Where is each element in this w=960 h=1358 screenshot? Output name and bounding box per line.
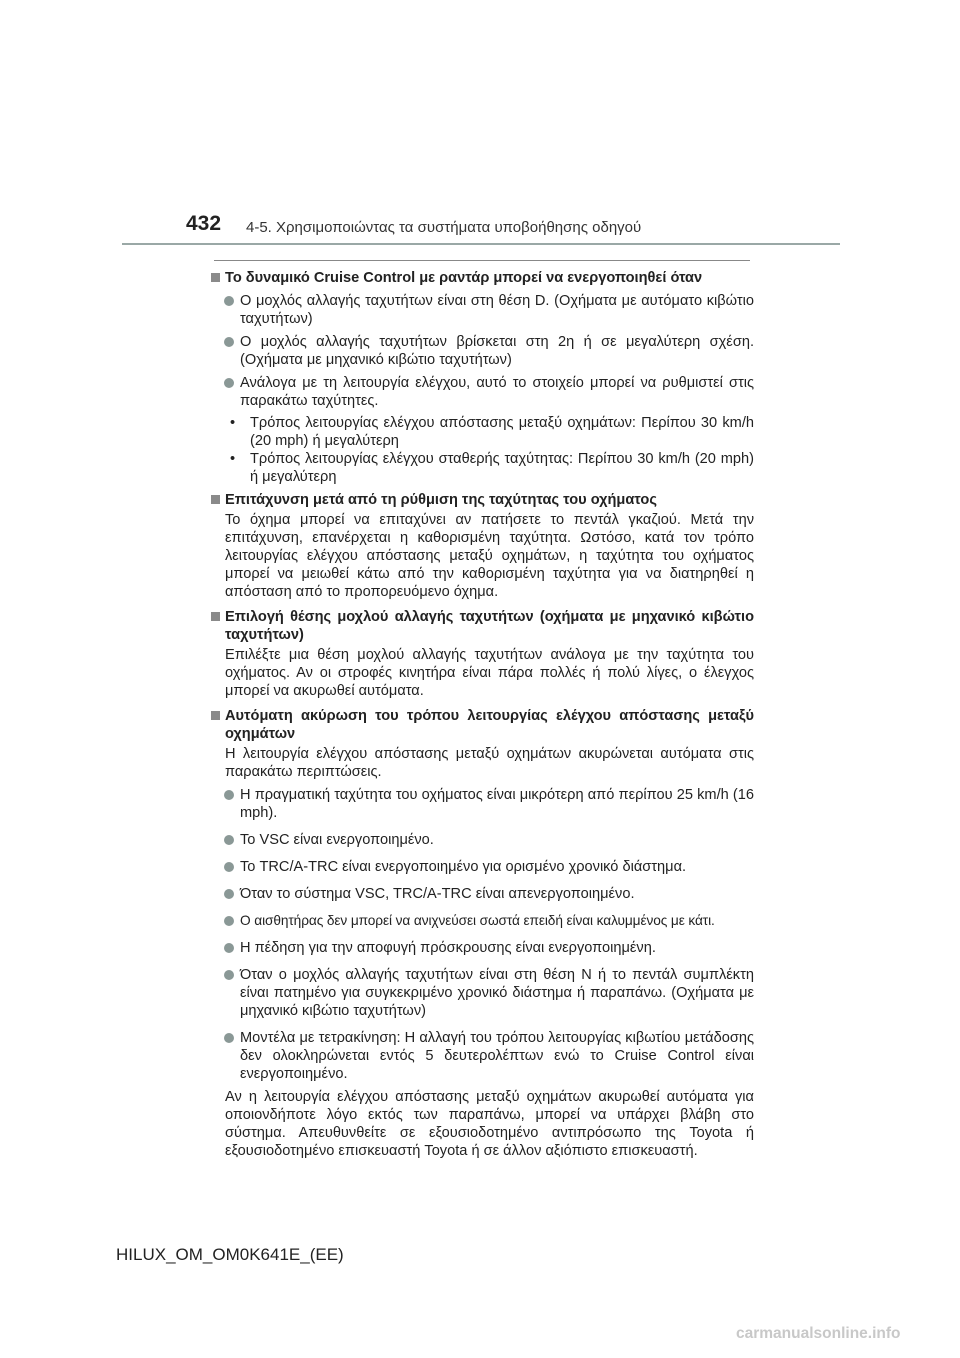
sub-list-item: • Τρόπος λειτουργίας ελέγχου απόστασης μεταξύ οχημάτων: Περίπου 30 km/h (20 mph) ή μεγαλύτερη (230, 415, 754, 449)
circle-bullet-icon (224, 1033, 234, 1043)
list-item: Όταν το σύστημα VSC, TRC/A-TRC είναι απενεργοποιημένο. (210, 885, 754, 903)
circle-bullet-icon (224, 378, 234, 388)
sub-list-item: • Τρόπος λειτουργίας ελέγχου σταθερής ταχύτητας: Περίπου 30 km/h (20 mph) ή μεγαλύτερη (230, 451, 754, 485)
circle-bullet-icon (224, 790, 234, 800)
header-divider (122, 243, 840, 245)
circle-bullet-icon (224, 296, 234, 306)
document-code: HILUX_OM_OM0K641E_(EE) (116, 1245, 344, 1264)
page-content (210, 266, 754, 1160)
page-number: 432 (186, 212, 222, 235)
watermark-link[interactable]: carmanualsonline.info (736, 1325, 901, 1342)
small-bullet-icon: • (230, 451, 236, 467)
list-item: Ο μοχλός αλλαγής ταχυτήτων είναι στη θέση D. (Οχήματα με αυτόματο κιβώτιο ταχυτήτων) (210, 292, 754, 328)
list-item: Το TRC/A-TRC είναι ενεργοποιημένο για ορισμένο χρονικό διάστημα. (210, 858, 754, 876)
paragraph: Η λειτουργία ελέγχου απόστασης μεταξύ οχημάτων ακυρώνεται αυτόματα στις παρακάτω περιπτώσεις. (225, 746, 754, 780)
square-bullet-icon (211, 711, 220, 720)
list-item: Ο μοχλός αλλαγής ταχυτήτων βρίσκεται στη 2η ή σε μεγαλύτερη σχέση. (Οχήματα με μηχανικό κιβώτιο ταχυτήτων) (210, 333, 754, 369)
section-heading: Αυτόματη ακύρωση του τρόπου λειτουργίας ελέγχου απόστασης μεταξύ οχημάτων (210, 707, 754, 743)
circle-bullet-icon (224, 862, 234, 872)
list-item: Η πέδηση για την αποφυγή πρόσκρουσης είναι ενεργοποιημένη. (210, 939, 754, 957)
circle-bullet-icon (224, 943, 234, 953)
paragraph: Αν η λειτουργία ελέγχου απόστασης μεταξύ οχημάτων ακυρωθεί αυτόματα για οποιονδήποτε λόγο εκτός των παραπάνω, μπορεί να υπάρχει βλάβη στο σύστημα. Απευθυνθείτε σε εξουσιοδοτημένο αντιπρόσωπο της Toyota ή εξουσιοδοτημένο επισκευαστή Toyota ή σε άλλον αξιόπιστο επισκευαστή. (225, 1089, 754, 1159)
square-bullet-icon (211, 273, 220, 282)
section-heading: Επιλογή θέσης μοχλού αλλαγής ταχυτήτων (οχήματα με μηχανικό κιβώτιο ταχυτήτων) (210, 608, 754, 644)
circle-bullet-icon (224, 970, 234, 980)
list-item: Μοντέλα με τετρακίνηση: Η αλλαγή του τρόπου λειτουργίας κιβωτίου μετάδοσης δεν ολοκληρώνεται εντός 5 δευτερολέπτων ενώ το Cruise Control είναι ενεργοποιημένο. (210, 1029, 754, 1083)
small-bullet-icon: • (230, 415, 236, 431)
list-item: Το VSC είναι ενεργοποιημένο. (210, 831, 754, 849)
circle-bullet-icon (224, 916, 234, 926)
chapter-title: 4-5. Χρησιμοποιώντας τα συστήματα υποβοήθησης οδηγού (246, 219, 642, 236)
paragraph: Το όχημα μπορεί να επιταχύνει αν πατήσετε το πεντάλ γκαζιού. Μετά την επιτάχυνση, επανέρχεται η καθορισμένη ταχύτητα. Ωστόσο, κατά τον τρόπο λειτουργίας ελέγχου απόστασης μεταξύ οχημάτων, η ταχύτητα του οχήματος μπορεί να μειωθεί κάτω από την καθορισμένη ταχύτητα για να διατηρηθεί η απόσταση από το προπορευόμενο όχημα. (225, 512, 754, 600)
list-item: Όταν ο μοχλός αλλαγής ταχυτήτων είναι στη θέση N ή το πεντάλ συμπλέκτη είναι πατημένο για συγκεκριμένο χρονικό διάστημα ή παραπάνω. (Οχήματα με μηχανικό κιβώτιο ταχυτήτων) (210, 966, 754, 1020)
square-bullet-icon (211, 495, 220, 504)
section-heading: Επιτάχυνση μετά από τη ρύθμιση της ταχύτητας του οχήματος (210, 491, 754, 509)
circle-bullet-icon (224, 889, 234, 899)
circle-bullet-icon (224, 337, 234, 347)
circle-bullet-icon (224, 835, 234, 845)
list-item: Ο αισθητήρας δεν μπορεί να ανιχνεύσει σωστά επειδή είναι καλυμμένος με κάτι. (210, 912, 754, 930)
square-bullet-icon (211, 612, 220, 621)
list-item: Ανάλογα με τη λειτουργία ελέγχου, αυτό το στοιχείο μπορεί να ρυθμιστεί στις παρακάτω ταχύτητες. (210, 374, 754, 410)
section-heading: Το δυναμικό Cruise Control με ραντάρ μπορεί να ενεργοποιηθεί όταν (210, 269, 754, 287)
paragraph: Επιλέξτε μια θέση μοχλού αλλαγής ταχυτήτων ανάλογα με την ταχύτητα του οχήματος. Αν οι στροφές κινητήρα είναι πάρα πολλές ή πολύ λίγες, ο έλεγχος μπορεί να ακυρωθεί αυτόματα. (225, 647, 754, 699)
list-item: Η πραγματική ταχύτητα του οχήματος είναι μικρότερη από περίπου 25 km/h (16 mph). (210, 786, 754, 822)
content-divider (214, 260, 750, 261)
